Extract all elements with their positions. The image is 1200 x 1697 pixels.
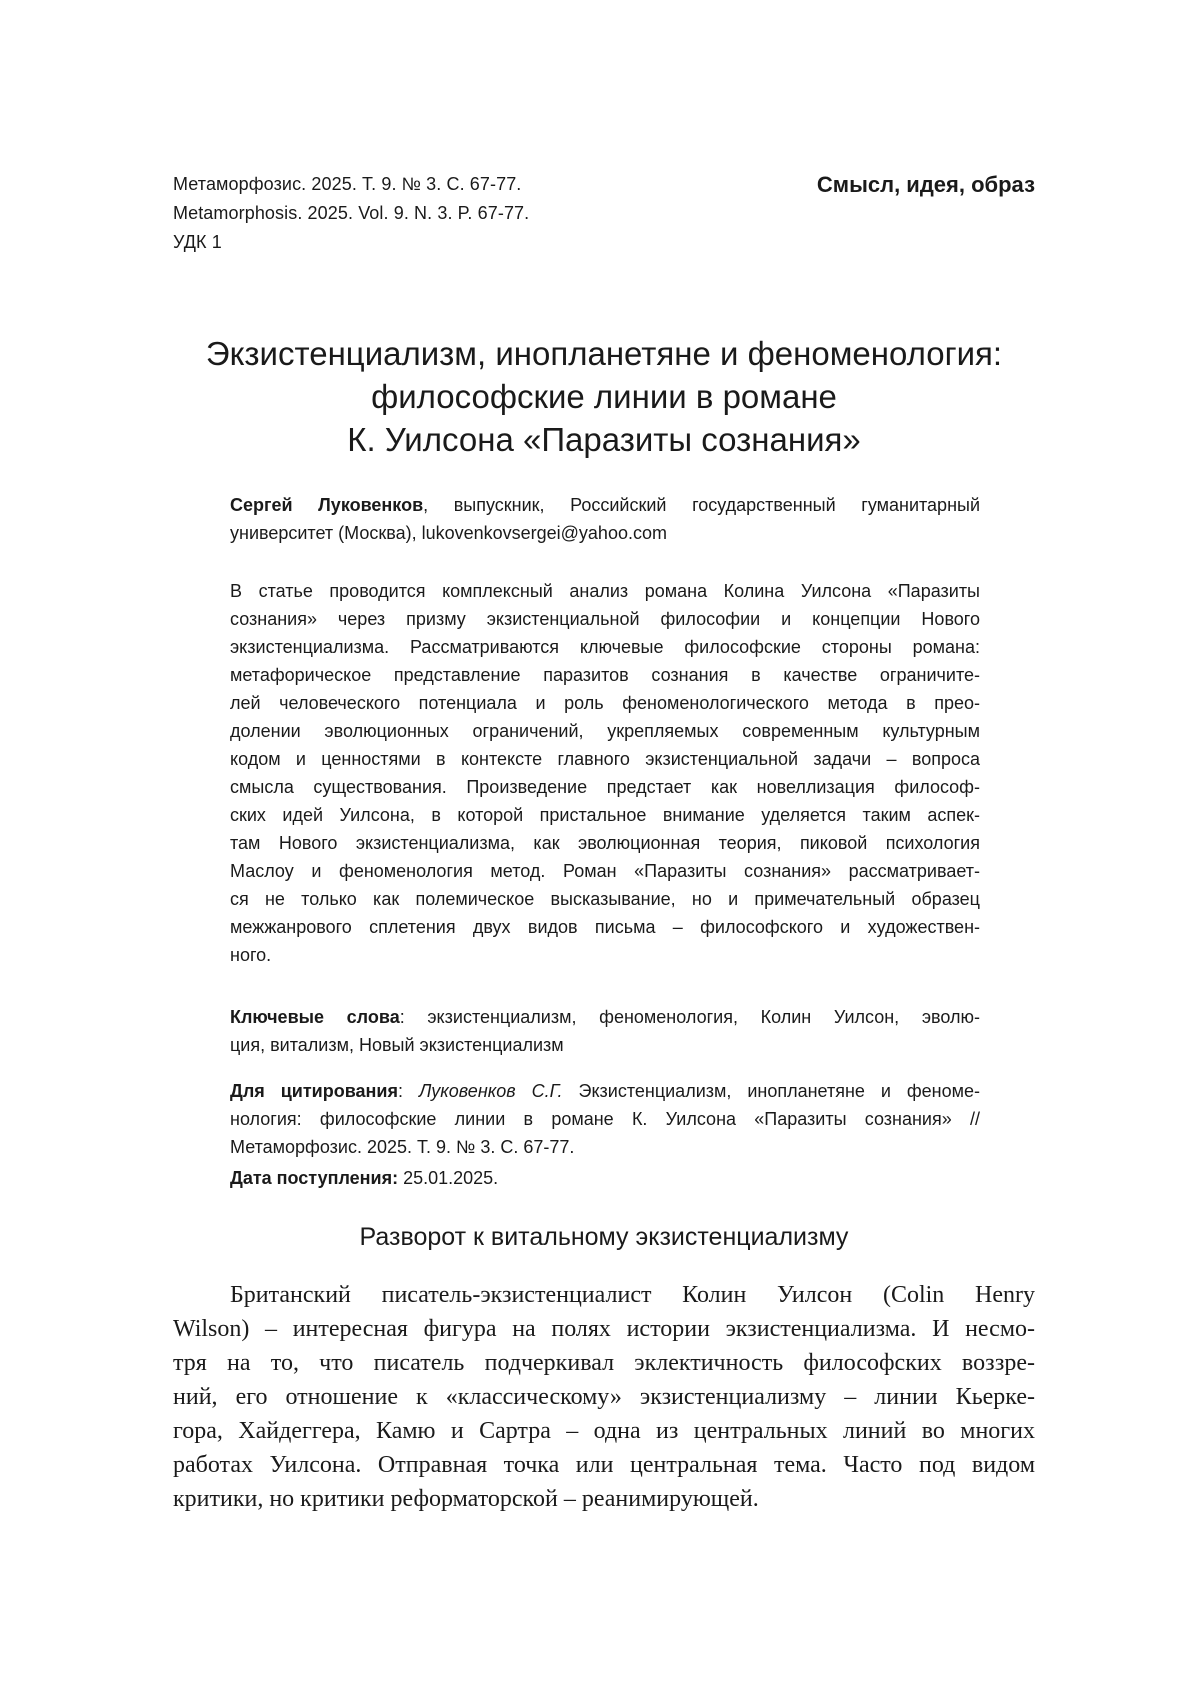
keywords xyxy=(230,1003,980,1059)
citation-author: Луковенков С.Г. xyxy=(419,1081,563,1101)
citation-label: Для цитирования xyxy=(230,1081,398,1101)
journal-citation-block xyxy=(173,170,529,257)
received-label: Дата поступления: xyxy=(230,1168,398,1188)
article-page xyxy=(173,0,1035,1697)
section-heading: Разворот к витальному экзистенциализму xyxy=(173,1220,1035,1254)
body-line: Wilson) – интересная фигура на полях истории экзистенциализма. И несмо- xyxy=(173,1312,1035,1346)
body-line: тря на то, что писатель подчеркивал эклектичность философских воззре- xyxy=(173,1346,1035,1380)
keywords-text-cont: ция, витализм, Новый экзистенциализм xyxy=(230,1035,564,1055)
body-paragraph xyxy=(173,1278,1035,1516)
abstract-line: смысла существования. Произведение предстает как новеллизация философ- xyxy=(230,773,980,801)
abstract-line: В статье проводится комплексный анализ романа Колина Уилсона «Паразиты xyxy=(230,577,980,605)
article-title xyxy=(173,332,1035,461)
citation-text-cont: нология: философские линии в романе К. Уилсона «Паразиты сознания» // xyxy=(230,1109,980,1129)
citation-ru: Метаморфозис. 2025. Т. 9. № 3. С. 67-77. xyxy=(173,170,529,199)
abstract-line: экзистенциализма. Рассматриваются ключевые философские стороны романа: xyxy=(230,633,980,661)
abstract-line: кодом и ценностями в контексте главного экзистенциальной задачи – вопроса xyxy=(230,745,980,773)
abstract-line: лей человеческого потенциала и роль феноменологического метода в прео- xyxy=(230,689,980,717)
abstract-line: там Нового экзистенциализма, как эволюционная теория, пиковой психология xyxy=(230,829,980,857)
body-line: критики, но критики реформаторской – реанимирующей. xyxy=(173,1482,1035,1516)
title-line: Экзистенциализм, инопланетяне и феноменология: xyxy=(173,332,1035,375)
abstract-line: долении эволюционных ограничений, укрепляемых современным культурным xyxy=(230,717,980,745)
title-line: К. Уилсона «Паразиты сознания» xyxy=(173,418,1035,461)
citation-text: Экзистенциализм, инопланетяне и феноме- xyxy=(563,1081,980,1101)
abstract-line: ских идей Уилсона, в которой пристальное внимание уделяется таким аспек- xyxy=(230,801,980,829)
keywords-label: Ключевые слова xyxy=(230,1007,400,1027)
abstract-line: межжанрового сплетения двух видов письма – философского и художествен- xyxy=(230,913,980,941)
citation-en: Metamorphosis. 2025. Vol. 9. N. 3. P. 67-77. xyxy=(173,199,529,228)
abstract-line: Маслоу и феноменология метод. Роман «Паразиты сознания» рассматривает- xyxy=(230,857,980,885)
abstract-line: ся не только как полемическое высказывание, но и примечательный образец xyxy=(230,885,980,913)
title-line: философские линии в романе xyxy=(173,375,1035,418)
received-date xyxy=(230,1164,980,1192)
abstract-line: сознания» через призму экзистенциальной философии и концепции Нового xyxy=(230,605,980,633)
citation-separator: : xyxy=(398,1081,419,1101)
abstract xyxy=(230,577,980,969)
author-affiliation: , выпускник, Российский государственный гуманитарный xyxy=(423,495,980,515)
body-line: ний, его отношение к «классическому» экзистенциализму – линии Кьерке- xyxy=(173,1380,1035,1414)
body-line: Британский писатель-экзистенциалист Колин Уилсон (Colin Henry xyxy=(173,1278,1035,1312)
abstract-line: ного. xyxy=(230,941,980,969)
abstract-line: метафорическое представление паразитов сознания в качестве ограничите- xyxy=(230,661,980,689)
rubric-title: Смысл, идея, образ xyxy=(817,170,1035,199)
author-name: Сергей Луковенков xyxy=(230,495,423,515)
citation-text-end: Метаморфозис. 2025. Т. 9. № 3. С. 67-77. xyxy=(230,1137,574,1157)
keywords-text: : экзистенциализм, феноменология, Колин Уилсон, эволю- xyxy=(400,1007,980,1027)
body-line: гора, Хайдеггера, Камю и Сартра – одна из центральных линий во многих xyxy=(173,1414,1035,1448)
journal-header xyxy=(173,170,1035,260)
received-value: 25.01.2025. xyxy=(398,1168,498,1188)
author-affiliation-cont: университет (Москва), lukovenkovsergei@yahoo.com xyxy=(230,523,667,543)
udk-code: УДК 1 xyxy=(173,228,529,257)
author-info xyxy=(230,491,980,547)
citation-info xyxy=(230,1077,980,1161)
body-line: работах Уилсона. Отправная точка или центральная тема. Часто под видом xyxy=(173,1448,1035,1482)
